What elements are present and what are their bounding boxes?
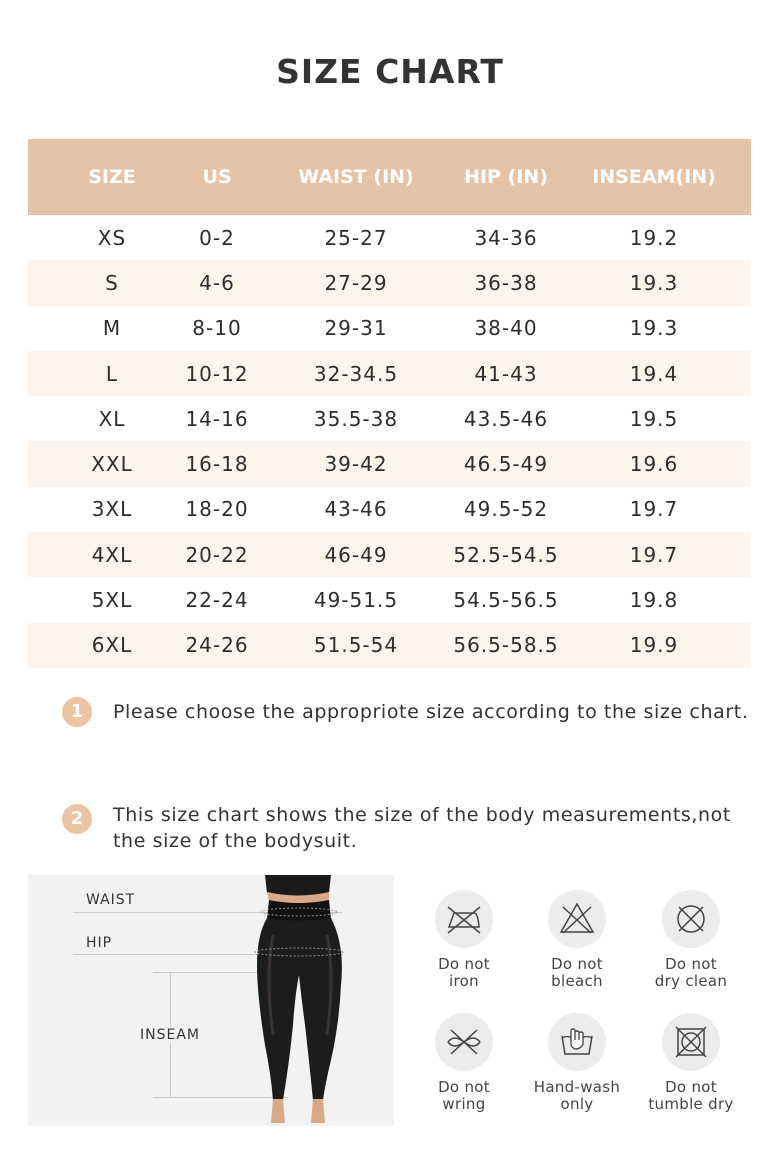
care-label-line: Do not	[665, 955, 717, 973]
care-item-no-dry-clean	[632, 890, 750, 990]
note-item	[62, 750, 762, 854]
care-item-no-bleach	[518, 890, 636, 990]
header-hip: HIP (IN)	[464, 166, 548, 188]
table-cell: 25-27	[324, 225, 388, 250]
care-label-line: Do not	[438, 1078, 490, 1096]
care-icon-circle	[662, 1013, 720, 1071]
table-row	[28, 487, 751, 532]
no-tumble-dry-icon	[671, 1022, 711, 1062]
care-item-no-wring	[405, 1013, 523, 1113]
waist-label: WAIST	[86, 892, 136, 908]
table-cell: 4-6	[199, 270, 235, 295]
table-cell: 38-40	[474, 316, 538, 341]
care-label-line: Do not	[438, 955, 490, 973]
header-us: US	[202, 166, 232, 188]
care-icon-circle	[548, 1013, 606, 1071]
care-item-no-iron	[405, 890, 523, 990]
table-cell: 19.2	[629, 225, 679, 250]
table-cell: L	[105, 361, 119, 386]
table-cell: 3XL	[91, 497, 133, 522]
notes-list	[62, 697, 762, 874]
care-instructions	[405, 885, 780, 1125]
table-cell: 41-43	[474, 361, 538, 386]
table-cell: 0-2	[199, 225, 235, 250]
table-cell: 43.5-46	[463, 406, 549, 431]
care-label	[405, 1079, 523, 1113]
care-label	[632, 1079, 750, 1113]
care-label	[518, 956, 636, 990]
table-row	[28, 351, 751, 396]
care-label-line: Do not	[551, 955, 603, 973]
table-cell: 19.7	[629, 542, 679, 567]
table-header	[28, 139, 751, 215]
care-label-line: Hand-wash	[533, 1078, 621, 1096]
table-row	[28, 215, 751, 260]
inseam-label: INSEAM	[140, 1027, 200, 1043]
table-row	[28, 577, 751, 622]
table-cell: XL	[98, 406, 126, 431]
size-table	[28, 139, 751, 668]
table-cell: 54.5-56.5	[453, 588, 559, 613]
page-title: SIZE CHART	[276, 52, 504, 91]
table-cell: 39-42	[324, 452, 388, 477]
table-cell: S	[105, 270, 119, 295]
care-icon-circle	[435, 890, 493, 948]
table-cell: 20-22	[185, 542, 249, 567]
care-label-line: dry clean	[654, 972, 728, 990]
note-text: This size chart shows the size of the body measurements,not the size of the bodysuit.	[113, 804, 731, 852]
table-row	[28, 260, 751, 305]
table-cell: 49-51.5	[313, 588, 399, 613]
care-icon-circle	[548, 890, 606, 948]
table-cell: 51.5-54	[313, 633, 399, 658]
table-cell: 24-26	[185, 633, 249, 658]
table-row	[28, 623, 751, 668]
table-cell: XS	[97, 225, 127, 250]
no-iron-icon	[444, 899, 484, 939]
care-label	[632, 956, 750, 990]
table-cell: 14-16	[185, 406, 249, 431]
table-cell: 19.7	[629, 497, 679, 522]
table-cell: 19.5	[629, 406, 679, 431]
table-cell: XXL	[91, 452, 133, 477]
table-cell: 4XL	[91, 542, 133, 567]
table-cell: 6XL	[91, 633, 133, 658]
no-bleach-icon	[557, 899, 597, 939]
table-row	[28, 532, 751, 577]
table-body	[28, 215, 751, 668]
table-cell: 10-12	[185, 361, 249, 386]
table-row	[28, 441, 751, 486]
table-cell: 27-29	[324, 270, 388, 295]
table-cell: 43-46	[324, 497, 388, 522]
measurement-figure	[28, 875, 394, 1126]
table-cell: 29-31	[324, 316, 388, 341]
table-row	[28, 396, 751, 441]
table-cell: 5XL	[91, 588, 133, 613]
care-label-line: wring	[442, 1095, 486, 1113]
table-cell: 22-24	[185, 588, 249, 613]
table-cell: 19.6	[629, 452, 679, 477]
table-cell: 19.3	[629, 316, 679, 341]
table-cell: 19.9	[629, 633, 679, 658]
care-label-line: only	[560, 1095, 594, 1113]
table-cell: 46.5-49	[463, 452, 549, 477]
table-cell: 35.5-38	[313, 406, 399, 431]
table-cell: M	[102, 316, 122, 341]
note-item	[62, 697, 762, 725]
care-item-hand-wash	[518, 1013, 636, 1113]
no-dry-clean-icon	[671, 899, 711, 939]
care-label-line: Do not	[665, 1078, 717, 1096]
table-cell: 52.5-54.5	[453, 542, 559, 567]
table-cell: 49.5-52	[463, 497, 549, 522]
header-waist: WAIST (IN)	[298, 166, 414, 188]
no-wring-icon	[444, 1022, 484, 1062]
table-cell: 8-10	[192, 316, 242, 341]
care-item-no-tumble-dry	[632, 1013, 750, 1113]
care-icon-circle	[435, 1013, 493, 1071]
table-cell: 19.4	[629, 361, 679, 386]
table-cell: 32-34.5	[313, 361, 399, 386]
table-cell: 19.3	[629, 270, 679, 295]
table-cell: 19.8	[629, 588, 679, 613]
header-size: SIZE	[88, 166, 136, 188]
care-label	[518, 1079, 636, 1113]
header-inseam: INSEAM(IN)	[592, 166, 716, 188]
table-cell: 34-36	[474, 225, 538, 250]
note-number-badge: 2	[62, 804, 92, 834]
table-cell: 46-49	[324, 542, 388, 567]
table-cell: 56.5-58.5	[453, 633, 559, 658]
hip-label: HIP	[86, 935, 113, 951]
hand-wash-icon	[557, 1022, 597, 1062]
care-icon-circle	[662, 890, 720, 948]
note-text: Please choose the appropriote size according to the size chart.	[113, 701, 749, 723]
model-silhouette-icon	[243, 875, 373, 1126]
table-cell: 16-18	[185, 452, 249, 477]
table-row	[28, 306, 751, 351]
care-label-line: bleach	[551, 972, 603, 990]
note-number-badge: 1	[62, 697, 92, 727]
care-label-line: iron	[449, 972, 479, 990]
care-label	[405, 956, 523, 990]
table-cell: 36-38	[474, 270, 538, 295]
table-cell: 18-20	[185, 497, 249, 522]
care-label-line: tumble dry	[648, 1095, 734, 1113]
